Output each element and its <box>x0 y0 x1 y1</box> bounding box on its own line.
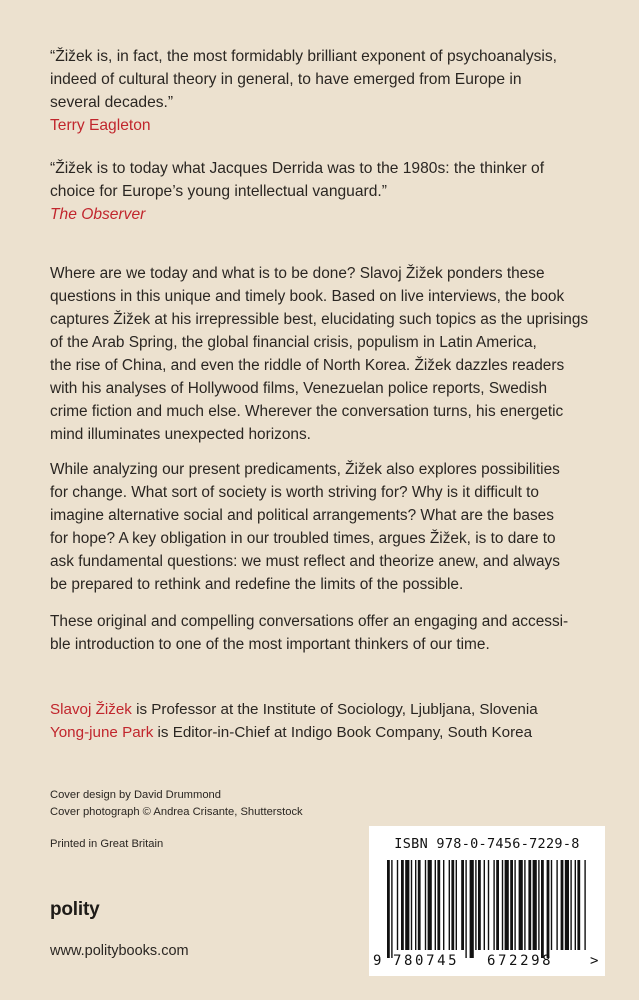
barcode-bar <box>470 860 474 958</box>
barcode-bar <box>519 860 523 950</box>
barcode-bar <box>397 860 398 950</box>
body-line: captures Žižek at his irrepressible best, elucidating such topics as the uprisings <box>50 311 589 328</box>
author-bio <box>50 698 610 721</box>
editor-bio-text: is Editor-in-Chief at Indigo Book Company, South Korea <box>153 724 533 741</box>
barcode-bar <box>387 860 390 958</box>
author-bio-text: is Professor at the Institute of Sociology, Ljubljana, Slovenia <box>131 701 538 718</box>
barcode-bar <box>528 860 531 950</box>
quote-line: choice for Europe’s young intellectual vanguard.” <box>50 183 387 200</box>
barcode-bar <box>391 860 392 958</box>
body-line: for hope? A key obligation in our troubled times, argues Žižek, is to dare to <box>50 530 556 547</box>
barcode-bar <box>561 860 564 950</box>
barcode-bar <box>502 860 503 950</box>
barcode-bar <box>514 860 515 950</box>
barcode-digits-group-2: 672298 <box>487 953 554 969</box>
body-line: These original and compelling conversations offer an engaging and accessi- <box>50 613 569 630</box>
cover-credits <box>50 787 303 821</box>
body-line: for change. What sort of society is worth striving for? Why is it difficult to <box>50 484 539 501</box>
body-line: be prepared to rethink and redefine the limits of the possible. <box>50 576 464 593</box>
body-line: Where are we today and what is to be done? Slavoj Žižek ponders these <box>50 265 545 282</box>
barcode-icon <box>385 860 589 958</box>
barcode-bar <box>541 860 544 958</box>
author-name: Slavoj Žižek <box>50 701 132 718</box>
barcode-bar <box>496 860 499 950</box>
barcode-bar <box>570 860 571 950</box>
barcode-bar <box>428 860 432 950</box>
barcode-bar <box>418 860 421 950</box>
quote-attribution: The Observer <box>50 206 146 223</box>
body-line: of the Arab Spring, the global financial crisis, populism in Latin America, <box>50 334 537 351</box>
isbn-barcode <box>369 826 605 976</box>
cover-design-credit: Cover design by David Drummond <box>50 789 221 801</box>
barcode-bar <box>465 860 466 958</box>
quote-eagleton <box>50 45 595 137</box>
barcode-quiet-marker: > <box>590 953 599 969</box>
body-line: ble introduction to one of the most important thinkers of our time. <box>50 636 490 653</box>
printed-in: Printed in Great Britain <box>50 838 164 850</box>
editor-name: Yong-june Park <box>50 724 154 741</box>
barcode-bar <box>488 860 489 950</box>
barcode-bar <box>551 860 552 950</box>
printed-note <box>50 836 163 853</box>
quote-line: several decades.” <box>50 94 174 111</box>
barcode-bar <box>475 860 476 950</box>
barcode-bar <box>437 860 440 950</box>
cover-photo-credit: Cover photograph © Andrea Crisante, Shutterstock <box>50 806 303 818</box>
barcode-bar <box>451 860 454 950</box>
barcode-bar <box>565 860 569 950</box>
barcode-bar <box>401 860 404 950</box>
body-line: imagine alternative social and political arrangements? What are the bases <box>50 507 554 524</box>
barcode-bar <box>577 860 580 950</box>
barcode-bar <box>435 860 436 950</box>
body-line: questions in this unique and timely book. Based on live interviews, the book <box>50 288 565 305</box>
description-paragraph-3 <box>50 610 595 656</box>
barcode-bar <box>533 860 537 950</box>
description-paragraph-2 <box>50 458 595 596</box>
barcode-bar <box>425 860 426 950</box>
quote-observer <box>50 157 595 226</box>
barcode-bar <box>478 860 481 950</box>
description-paragraph-1 <box>50 262 595 446</box>
quote-line: “Žižek is, in fact, the most formidably brilliant exponent of psychoanalysis, <box>50 48 558 65</box>
body-line: mind illuminates unexpected horizons. <box>50 426 311 443</box>
barcode-bar <box>449 860 450 950</box>
barcode-bar <box>584 860 585 950</box>
barcode-digits-group-1: 780745 <box>393 953 460 969</box>
editor-bio <box>50 721 610 744</box>
body-line: ask fundamental questions: we must reflect and theorize anew, and always <box>50 553 560 570</box>
author-bios <box>50 698 610 744</box>
barcode-bar <box>415 860 416 950</box>
barcode-bar <box>493 860 494 950</box>
body-line: While analyzing our present predicaments, Žižek also explores possibilities <box>50 461 560 478</box>
quote-line: “Žižek is to today what Jacques Derrida was to the 1980s: the thinker of <box>50 160 545 177</box>
quote-line: indeed of cultural theory in general, to have emerged from Europe in <box>50 71 522 88</box>
barcode-bar <box>575 860 576 950</box>
barcode-bar <box>443 860 444 950</box>
publisher-logo: polity <box>50 899 100 920</box>
body-line: with his analyses of Hollywood films, Venezuelan police reports, Swedish <box>50 380 548 397</box>
isbn-label: ISBN 978-0-7456-7229-8 <box>394 836 580 852</box>
barcode-bar <box>411 860 412 950</box>
body-line: the rise of China, and even the riddle of North Korea. Žižek dazzles readers <box>50 357 565 374</box>
barcode-bar <box>524 860 525 950</box>
barcode-bar <box>538 860 539 950</box>
barcode-bar <box>547 860 550 958</box>
quote-attribution: Terry Eagleton <box>50 117 151 134</box>
publisher-website: www.politybooks.com <box>50 943 189 959</box>
barcode-bar <box>484 860 485 950</box>
barcode-bar <box>456 860 457 950</box>
barcode-digit-first: 9 <box>373 953 382 969</box>
barcode-bar <box>405 860 409 950</box>
barcode-bar <box>556 860 557 950</box>
body-line: crime fiction and much else. Wherever the conversation turns, his energetic <box>50 403 564 420</box>
barcode-bar <box>510 860 513 950</box>
barcode-bar <box>505 860 509 950</box>
barcode-bar <box>461 860 464 950</box>
